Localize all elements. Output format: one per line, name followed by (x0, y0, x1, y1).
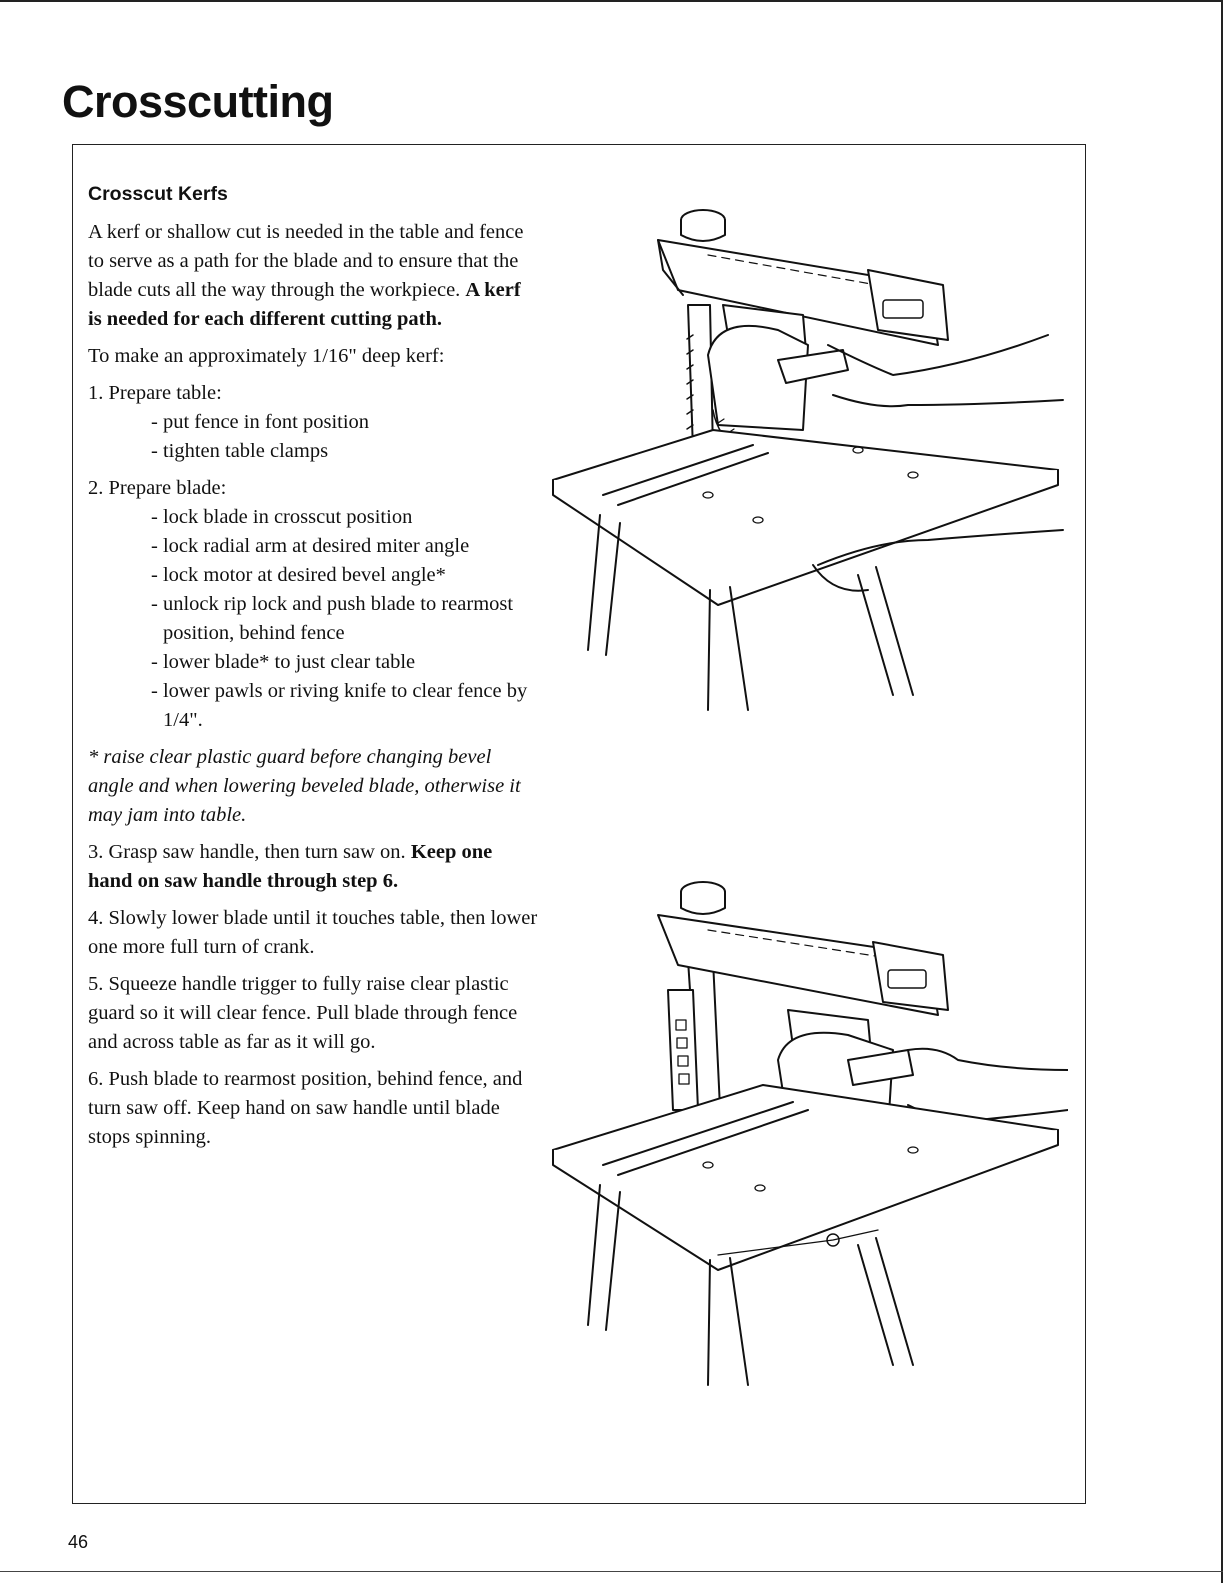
intro-bold-text: A kerf is needed for each different cutting path. (88, 279, 521, 330)
page-title: Crosscutting (62, 76, 334, 127)
list-item: - tighten table clamps (151, 440, 329, 462)
top-border-rule (0, 0, 1223, 2)
intro-text: A kerf or shallow cut is needed in the table and fence to serve as a path for the blade and to ensure that the blade cuts all the way through the workpiece. (88, 221, 524, 301)
list-item: - lower blade* to just clear table (151, 651, 416, 673)
bevel-note: * raise clear plastic guard before changing bevel angle and when lowering beveled blade, otherwise it may jam into table. (88, 746, 521, 826)
radial-arm-saw-illustration-blade-forward (548, 870, 1068, 1390)
step-4: 4. Slowly lower blade until it touches table, then lower one more full turn of crank. (88, 907, 538, 958)
step-1-label: 1. Prepare table: (88, 382, 222, 404)
intro-paragraph (88, 218, 538, 334)
list-item: - lock radial arm at desired miter angle (151, 535, 470, 557)
step-3 (88, 838, 538, 896)
page-number: 46 (68, 1532, 89, 1552)
section-heading: Crosscut Kerfs (88, 183, 228, 205)
step-2-list (88, 503, 538, 735)
list-item: - put fence in font position (151, 411, 370, 433)
list-item: - lock motor at desired bevel angle* (151, 564, 446, 586)
step-6: 6. Push blade to rearmost position, behind fence, and turn saw off. Keep hand on saw handle until blade stops spinning. (88, 1068, 523, 1148)
step-5: 5. Squeeze handle trigger to fully raise clear plastic guard so it will clear fence. Pull blade through fence and across table as far as it will go. (88, 973, 518, 1053)
instruction-column (88, 180, 538, 1160)
list-item: - unlock rip lock and push blade to rearmost position, behind fence (151, 593, 514, 644)
step-3-bold-text: Keep one hand on saw handle through step 6. (88, 841, 493, 892)
list-item: - lock blade in crosscut position (151, 506, 413, 528)
list-item: - lower pawls or riving knife to clear fence by 1/4". (151, 680, 528, 731)
radial-arm-saw-illustration-blade-rear (548, 195, 1068, 715)
step-3-text: 3. Grasp saw handle, then turn saw on. (88, 841, 406, 863)
step-2-label: 2. Prepare blade: (88, 477, 227, 499)
step-1-list (88, 408, 538, 466)
kerf-lead: To make an approximately 1/16" deep kerf: (88, 345, 445, 367)
bottom-border-rule (0, 1571, 1223, 1572)
